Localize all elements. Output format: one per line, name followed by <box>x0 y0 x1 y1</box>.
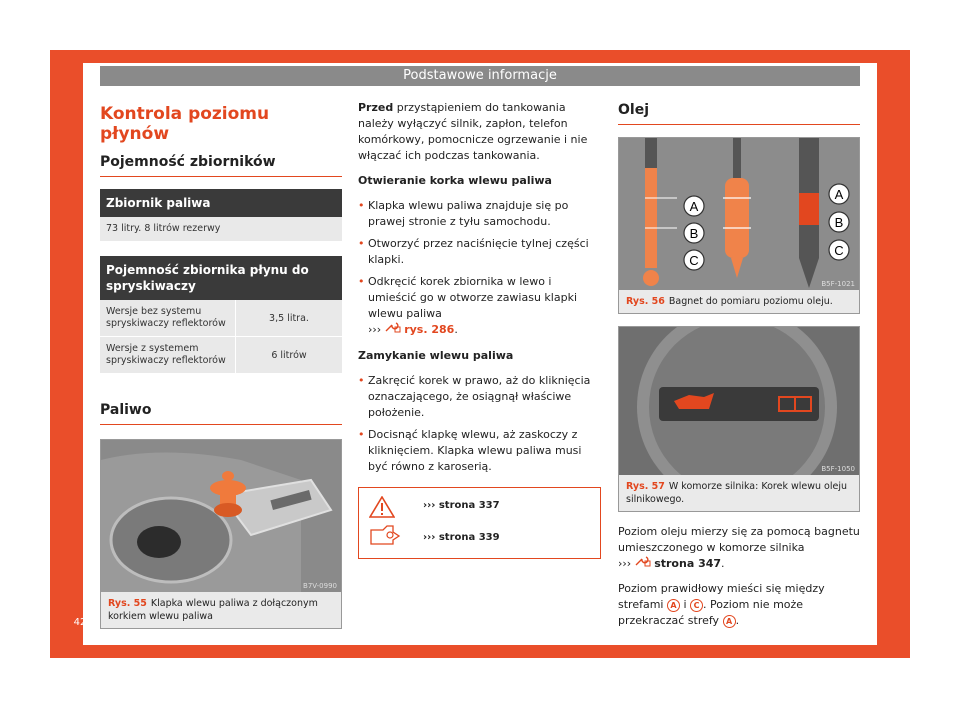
section-title-fuel: Paliwo <box>100 402 342 425</box>
figure-link[interactable]: rys. 286 <box>404 323 455 336</box>
table-header: Zbiornik paliwa <box>100 189 342 217</box>
label-b: B <box>689 226 699 241</box>
label-b: B <box>834 215 844 230</box>
label-c: C <box>834 243 844 258</box>
washer-table <box>100 256 342 374</box>
page-number: 42 <box>73 617 87 628</box>
figure-56 <box>618 137 860 314</box>
table-row <box>100 217 342 242</box>
label-a: A <box>689 199 699 214</box>
list-item: • Otworzyć przez naciśnięcie tylnej części klapki. <box>358 236 601 268</box>
note-row <box>359 528 600 552</box>
figure-55 <box>100 439 342 629</box>
oil-paragraph-1: Poziom oleju mierzy się za pomocą bagnetu umieszczonego w komorze silnika ››› strona 347. <box>618 525 860 570</box>
warning-box <box>358 487 601 559</box>
figure-caption <box>619 475 859 511</box>
close-title: Zamykanie wlewu paliwa <box>358 349 514 362</box>
right-column <box>618 96 860 638</box>
section-header: Podstawowe informacje <box>100 66 860 86</box>
figure-number: Rys. 56 <box>626 296 665 307</box>
note-link[interactable]: ››› strona 339 <box>423 532 500 543</box>
figure-57 <box>618 326 860 512</box>
left-column <box>100 96 342 629</box>
figure-caption-text: Bagnet do pomiaru poziomu oleju. <box>668 296 833 307</box>
open-title: Otwieranie korka wlewu paliwa <box>358 174 552 187</box>
intro-text: przystąpieniem do tankowania należy wyłączyć silnik, zapłon, telefon komórkowy, pomocnicze ogrzewanie i nie włączać ich podczas tankowania. <box>358 101 588 162</box>
intro-bold: Przed <box>358 101 394 114</box>
oil-paragraph-2: Poziom prawidłowy mieści się między strefami A i C . Poziom nie może przekraczać strefy A . <box>618 582 825 627</box>
figure-code: B7V-0990 <box>303 582 337 590</box>
page-link[interactable]: strona 347 <box>654 557 722 570</box>
figure-number: Rys. 55 <box>108 598 147 609</box>
table-cell: Wersje z systemem spryskiwaczy reflektorów <box>100 337 236 373</box>
page-title: Kontrola poziomu płynów <box>100 104 270 144</box>
oil-paragraph-text: . Poziom nie może przekraczać strefy <box>618 598 804 627</box>
list-item-text: Odkręcić korek zbiornika w lewo i umieścić go w otworze zawiasu klapki wlewu paliwa <box>368 275 578 320</box>
section-title-oil: Olej <box>618 102 860 125</box>
figure-caption <box>619 290 859 313</box>
list-item: • Klapka wlewu paliwa znajduje się po prawej stronie z tyłu samochodu. <box>358 198 601 230</box>
wrench-icon <box>385 323 405 336</box>
oil-paragraph-text: Poziom prawidłowy mieści się między strefami <box>618 582 825 611</box>
list-item: • Docisnąć klapkę wlewu, aż zaskoczy z kliknięciem. Klapka wlewu paliwa musi być równo z karoserią. <box>358 427 601 475</box>
fuel-flap-image <box>101 440 341 592</box>
table-header: Pojemność zbiornika płynu do spryskiwaczy <box>100 256 342 300</box>
warning-row <box>359 496 600 520</box>
figure-caption-text: W komorze silnika: Korek wlewu oleju silnikowego. <box>626 481 848 505</box>
table-cell: 6 litrów <box>271 349 307 361</box>
conjunction: i <box>683 598 687 611</box>
oil-cap-illustration <box>619 327 859 475</box>
label-a: A <box>834 187 844 202</box>
table-row <box>100 300 342 337</box>
warning-triangle-icon <box>369 496 395 521</box>
table-cell: 3,5 litra. <box>269 312 309 324</box>
oil-cap-image <box>619 327 859 475</box>
list-item: • Odkręcić korek zbiornika w lewo i umieścić go w otworze zawiasu klapki wlewu paliwa ››› rys. 286. <box>358 274 601 338</box>
intro-paragraph <box>358 100 601 164</box>
fuel-tank-table <box>100 189 342 242</box>
ref-prefix: ››› <box>618 557 632 570</box>
oil-paragraph-text: Poziom oleju mierzy się za pomocą bagnetu umieszczonego w komorze silnika <box>618 525 860 554</box>
section-title-capacity: Pojemność zbiorników <box>100 154 342 177</box>
marker-a: A <box>667 599 680 612</box>
figure-number: Rys. 57 <box>626 481 665 492</box>
marker-c: C <box>690 599 703 612</box>
wrench-icon <box>635 557 651 570</box>
warning-link[interactable]: ››› strona 337 <box>423 500 500 511</box>
table-cell: Wersje bez systemu spryskiwaczy reflektorów <box>100 300 236 336</box>
marker-a: A <box>723 615 736 628</box>
dipstick-illustration <box>619 138 859 290</box>
figure-caption <box>101 592 341 628</box>
fuel-flap-illustration <box>101 440 341 592</box>
middle-column <box>358 100 601 559</box>
list-item: • Zakręcić korek w prawo, aż do kliknięcia oznaczającego, że osiągnął właściwe położenie. <box>358 373 601 421</box>
table-row <box>100 337 342 374</box>
ref-prefix: ››› <box>368 323 382 336</box>
figure-code: B5F-1050 <box>821 465 855 473</box>
environment-note-icon <box>369 524 401 549</box>
figure-caption-text: Klapka wlewu paliwa z dołączonym korkiem wlewu paliwa <box>108 598 318 622</box>
table-cell: 73 litry. 8 litrów rezerwy <box>106 223 221 234</box>
figure-code: B5F-1021 <box>821 280 855 288</box>
label-c: C <box>689 253 699 268</box>
dipstick-image <box>619 138 859 290</box>
